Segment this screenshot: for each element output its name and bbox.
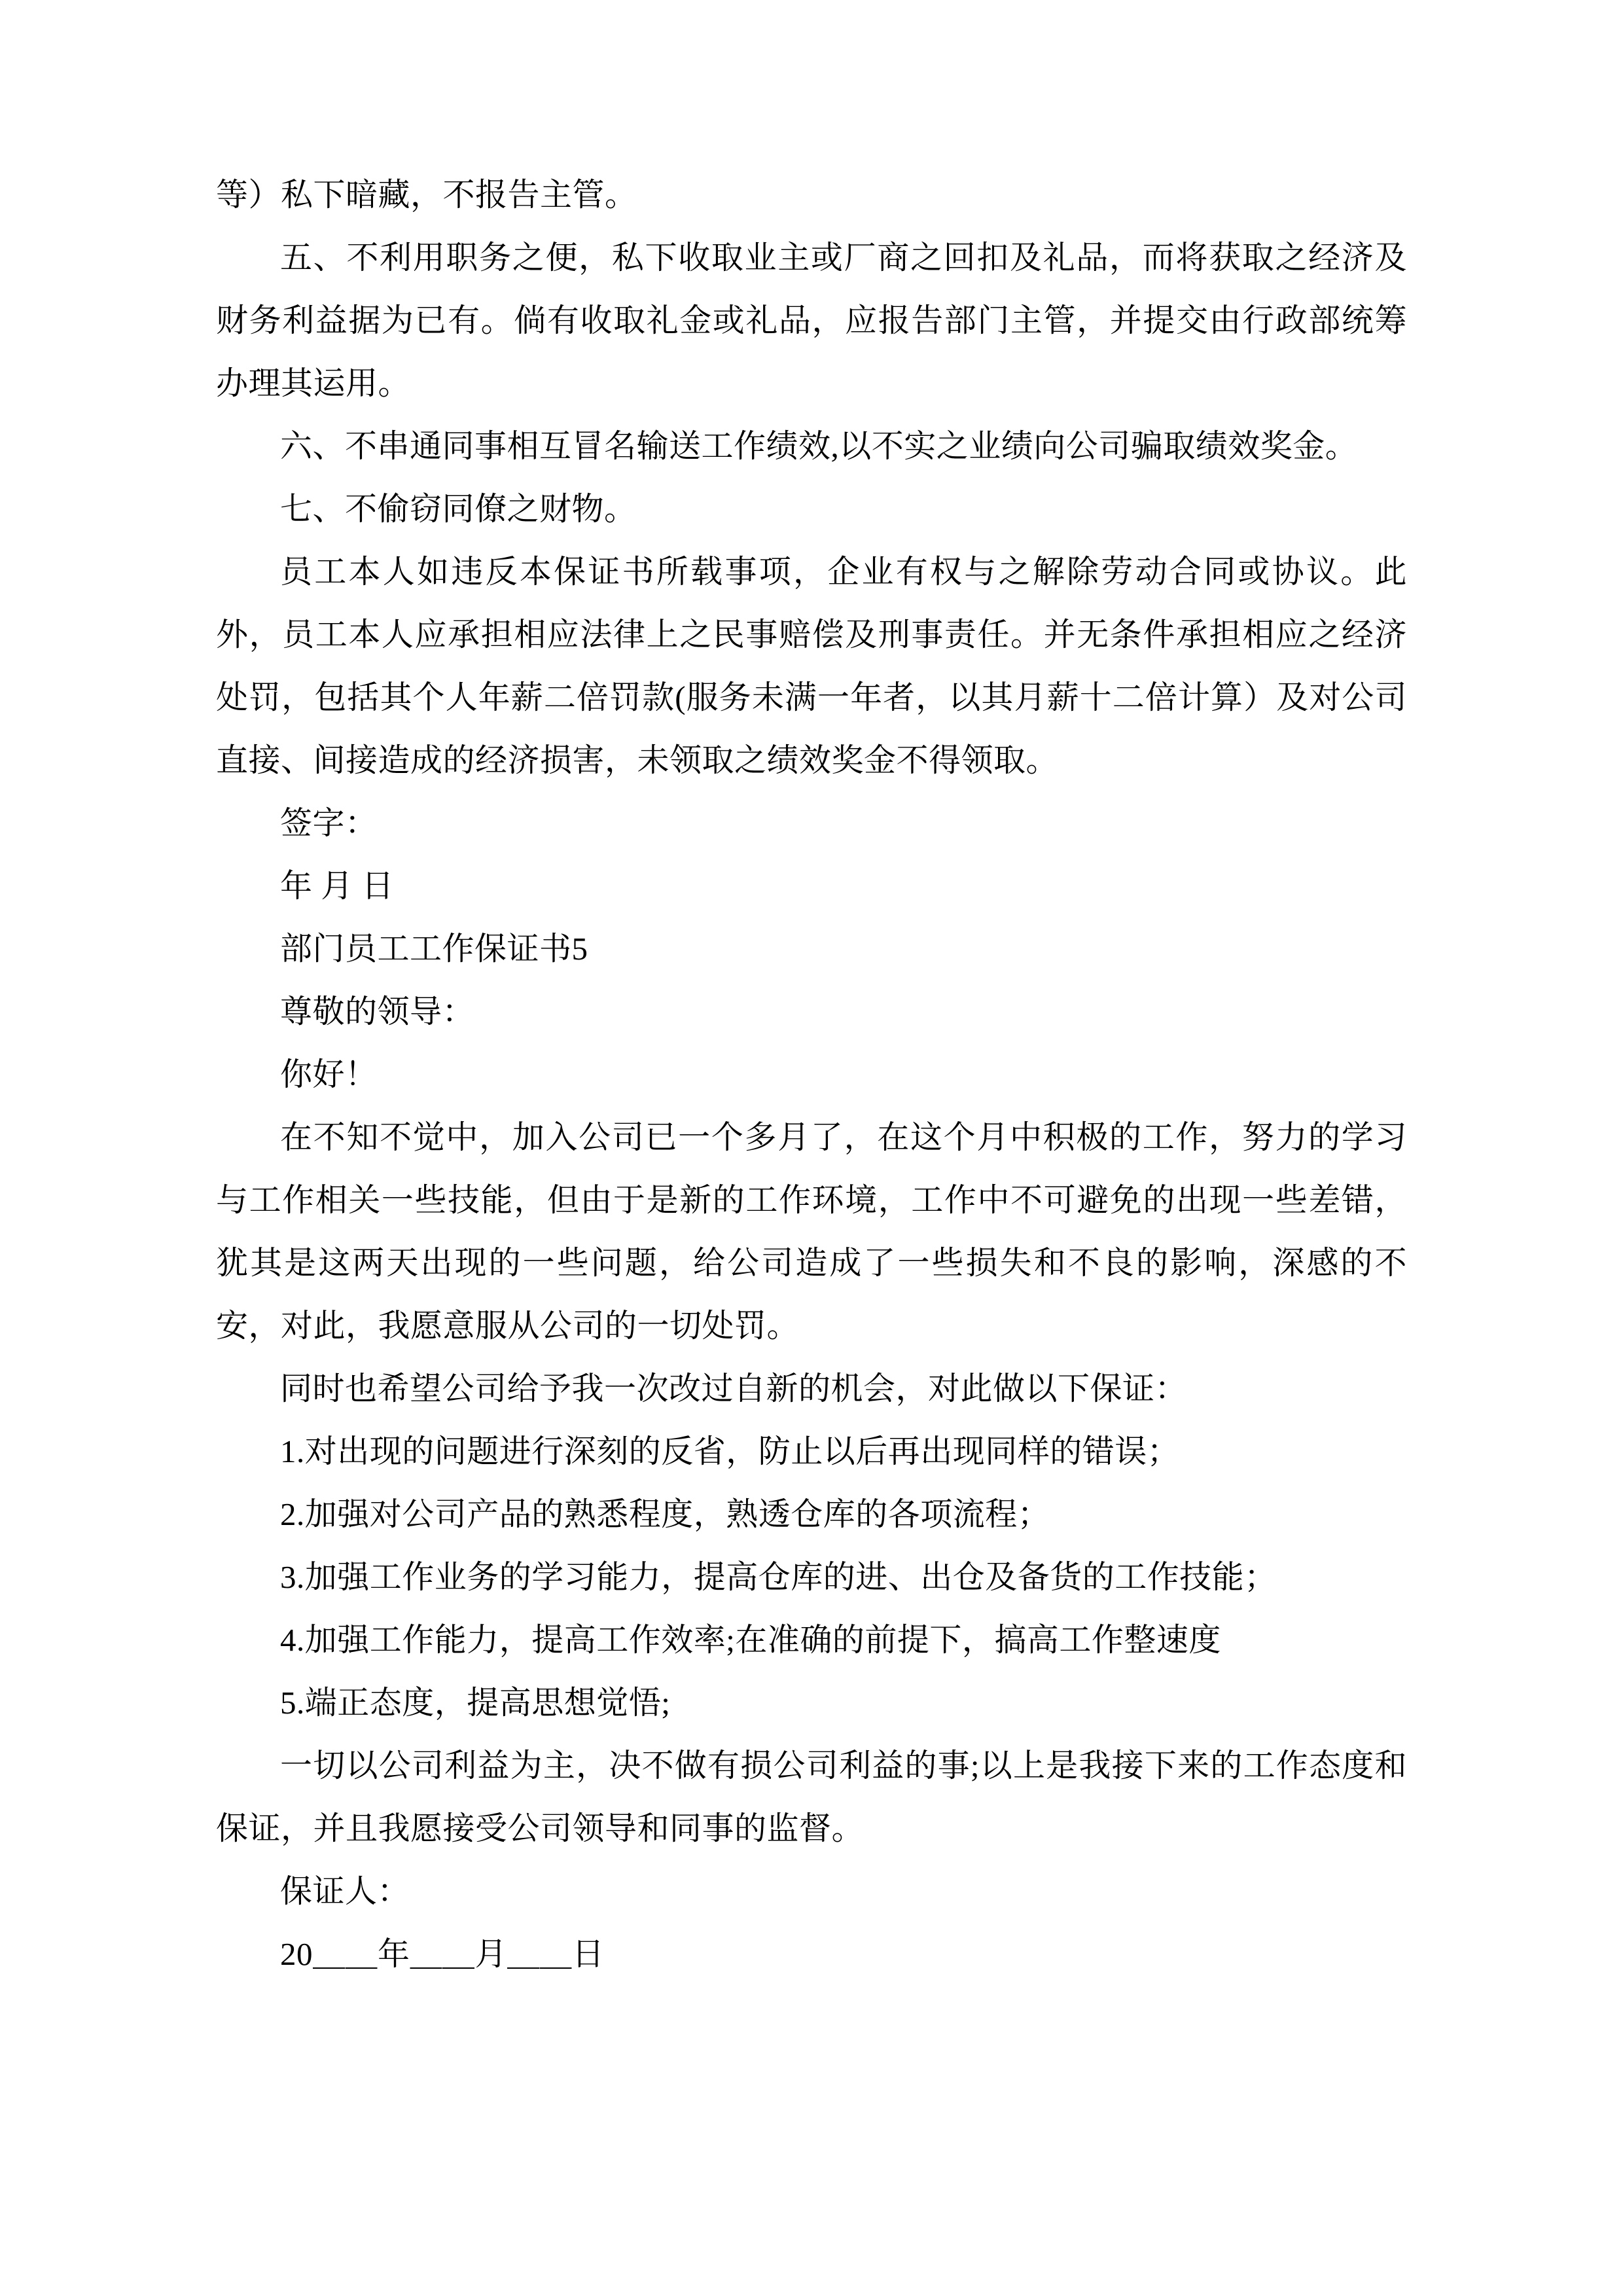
promise-item-1: 1.对出现的问题进行深刻的反省，防止以后再出现同样的错误；: [280, 1433, 1180, 1469]
greeting: 你好！: [280, 1056, 378, 1092]
paragraph-continued-4: 等）私下暗藏，不报告主管。: [216, 177, 637, 213]
promise-item-4: 4.加强工作能力，提高工作效率;在准确的前提下，搞高工作整速度: [280, 1622, 1221, 1658]
paragraph-item-7: 七、不偷窃同僚之财物。: [280, 491, 637, 527]
paragraph-liability: 员工本人如违反本保证书所载事项，企业有权与之解除劳动合同或协议。此外，员工本人应承担相应法律上之民事赔偿及刑事责任。并无条件承担相应之经济处罚，包括其个人年薪二倍罚款(服务未满一年者，以其月薪十二倍计算）及对公司直接、间接造成的经济损害，未领取之绩效奖金不得领取。: [216, 554, 1407, 778]
document-body: [216, 164, 1407, 1986]
paragraph-item-6: 六、不串通同事相互冒名输送工作绩效,以不实之业绩向公司骗取绩效奖金。: [280, 428, 1358, 464]
salutation: 尊敬的领导：: [280, 994, 475, 1030]
promise-item-3: 3.加强工作业务的学习能力，提高仓库的进、出仓及备货的工作技能；: [280, 1559, 1277, 1595]
paragraph-introduction: 在不知不觉中，加入公司已一个多月了，在这个月中积极的工作，努力的学习与工作相关一些技能，但由于是新的工作环境，工作中不可避免的出现一些差错，犹其是这两天出现的一些问题，给公司造成了一些损失和不良的影响，深感的不安，对此，我愿意服从公司的一切处罚。: [216, 1119, 1407, 1344]
date-line: 20＿＿年＿＿月＿＿日: [280, 1936, 605, 1972]
guarantor-label: 保证人：: [280, 1873, 410, 1909]
section-title-guarantee-5: 部门员工工作保证书5: [280, 931, 588, 967]
paragraph-request-chance: 同时也希望公司给予我一次改过自新的机会，对此做以下保证：: [280, 1371, 1188, 1407]
paragraph-item-5: 五、不利用职务之便，私下收取业主或厂商之回扣及礼品，而将获取之经济及 财务利益据为已有。倘有收取礼金或礼品，应报告部门主管，并提交由行政部统筹办理其运用。: [216, 240, 1407, 401]
paragraph-closing: 一切以公司利益为主，决不做有损公司利益的事;以上是我接下来的工作态度和保证，并且我愿接受公司领导和同事的监督。: [216, 1748, 1407, 1846]
signature-label: 签字：: [280, 805, 378, 841]
promise-item-5: 5.端正态度，提高思想觉悟;: [280, 1685, 671, 1721]
date-blank-line: 年 月 日: [280, 868, 395, 904]
promise-item-2: 2.加强对公司产品的熟悉程度，熟透仓库的各项流程；: [280, 1496, 1050, 1532]
